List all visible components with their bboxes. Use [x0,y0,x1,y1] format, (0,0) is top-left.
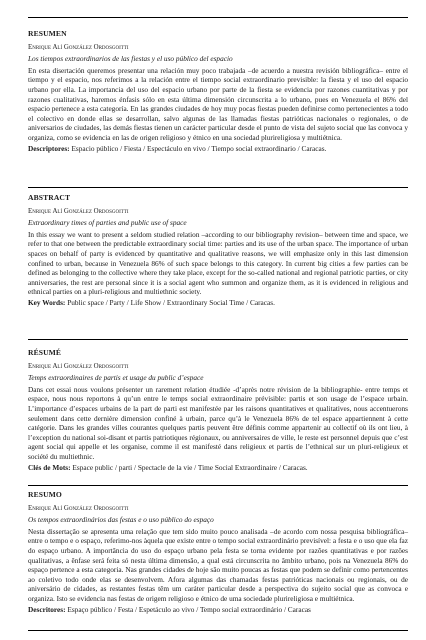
section-resume [28,348,408,472]
keywords-line [28,298,408,308]
keywords-line [28,605,408,615]
section-heading: RESUMO [28,490,62,499]
section-divider [28,485,408,486]
section-abstract [28,193,408,308]
author-name: Enrique Alí González Ordosgoitti [28,504,129,512]
author-name: Enrique Alí González Ordosgoitti [28,207,129,215]
keywords-line [28,144,408,154]
keywords-text: Espacio público / Fiesta / Espectáculo en vivo / Tiempo social extraordinario / Caracas. [71,143,327,153]
keywords-label: Descriptores: [28,143,70,153]
section-divider [28,339,408,340]
section-divider [28,187,408,188]
keywords-label: Clés de Mots: [28,462,71,472]
keywords-label: Descritores: [28,604,66,614]
keywords-text: Espace public / parti / Spectacle de la vie / Time Social Extraordinaire / Caracas. [72,462,308,472]
section-resumo [28,490,408,614]
keywords-text: Espaço público / Festa / Espetáculo ao vivo / Tempo social extraordinário / Caracas [67,604,311,614]
article-title: Extraordinary times of parties and public use of space [28,218,187,228]
keywords-text: Public space / Party / Life Show / Extraordinary Social Time / Caracas. [67,297,275,307]
article-title: Temps extraordinaires de partis et usage du public d’espace [28,373,204,383]
author-name: Enrique Alí González Ordosgoitti [28,362,129,370]
section-heading: RESUMEN [28,29,67,38]
abstract-body: En esta disertación queremos presentar una relación muy poco trabajada –de acuerdo a nuestra revisión bibliográfica– entre el tiempo y el espacio, nos referimos a la relación entre el tiempo social extraordinario previsible: la fiesta y el uso del espacio urbano por ella. La importancia del uso del espacio urbano por parte de la fiesta se evidencia por razones cuantitativas y por razones cualitativas, haremos énfasis sólo en esta última dimensión circunscrita a lo urbano, pues en Venezuela el 86% del espacio pertenece a esta categoría. En las grandes ciudades de hoy muy pocas fiestas pueden definirse como pertenecientes a todo el colectivo en donde ellas se desarrollan, salvo algunas de las llamadas fiestas patrióticas nacionales o regionales, o de aniversarios de ciudades, las demás fiestas tienen un carácter particular desde el punto de vista del sujeto social que las convoca y organiza, como se evidencia en las de origen religioso y étnico en una sociedad plurireligiosa y multiétnica. [28,65,408,142]
bottom-rule [28,630,408,631]
section-resumen [28,29,408,153]
abstracts-page [28,0,408,640]
author-name: Enrique Alí González Ordosgoitti [28,43,129,51]
abstract-body: In this essay we want to present a seldom studied relation –according to our bibliography revision– between time and space, we refer to that one between the predictable extraordinary social time: parties and its use of the urban space. The importance of urban spaces on behalf of party is evidenced by quantitative and qualitative reasons, we will emphasize only in this last dimension confined to urban, because in Venezuela 86% of such space belongs to this category. In current big cities a few parties can be defined as belonging to the collective where they take place, except for the so-called national and regional patriotic parties, or city anniversaries, the rest are personal since it is a social agent who summon and organize them, as it is evidenced in religious and ethnical parties on a pluri-religious and multiethnic society. [28,229,408,297]
section-heading: RÉSUMÉ [28,348,62,357]
keywords-line [28,463,408,473]
section-heading: ABSTRACT [28,193,71,202]
keywords-label: Key Words: [28,297,66,307]
abstract-body: Nesta dissertação se apresenta uma relação que tem sido muito pouco analisada –de acordo com nossa pesquisa bibliográfica– entre o tempo e o espaço, referimo-nos àquela que existe entre o tempo social extraordinário previsível: a festa e o uso que ela faz do espaço urbano. A importância do uso do espaço urbano pela festa se torna evidente por razões quantitativas e por razões qualitativas, a ênfase será feita só nesta última dimensão, a qual está circunscrita no âmbito urbano, pois na Venezuela 86% do espaço pertence a esta categoria. Nas grandes cidades de hoje são muito poucas as festas que podem se definir como pertencentes ao coletivo todo onde elas se desenvolvem. Afora algumas das chamadas festas patrióticas nacionais ou regionais, ou de aniversário de cidades, as restantes festas têm um caráter particular desde a perspectiva do sujeito social que as convoca e organiza. Isto se evidencia nas festas de origem religioso e étnico de uma sociedade plurireligiosa e multiétnica. [28,526,408,603]
article-title: Os tempos extraordinários das festas e o uso público do espaço [28,515,214,525]
abstract-body: Dans cet essai nous voulons présenter un rarement relation étudiée -d’après notre révision de la bibliographie- entre temps et espace, nous nous reportons à qu’un entre le temps social extraordinaire prévisible: partis et son usage de l’espace urbain. L’importance d’espaces urbains de la part de parti est manifestée par les raisons quantitatives et qualitatives, nous accentuerons seulement dans cette dernière dimension confiné à urbain, parce qu’à le Venezuela 86% de tel espace appartiennent à cette catégorie. Dans les grandes villes courantes quelques partis peuvent être définis comme appartenir au collectif où ils ont lieu, à l’exception du national soi-disant et partis patriotiques régionaux, ou anniversaires de ville, le reste est personnel depuis que c’est agent social qui appelle et les organise, comme il est manifesté dans religieux et partis de l’ethnical sur un pluri-religieux et société du multiethnic. [28,384,408,461]
top-rule [28,17,408,18]
article-title: Los tiempos extraordinarios de las fiestas y el uso público del espacio [28,54,233,64]
